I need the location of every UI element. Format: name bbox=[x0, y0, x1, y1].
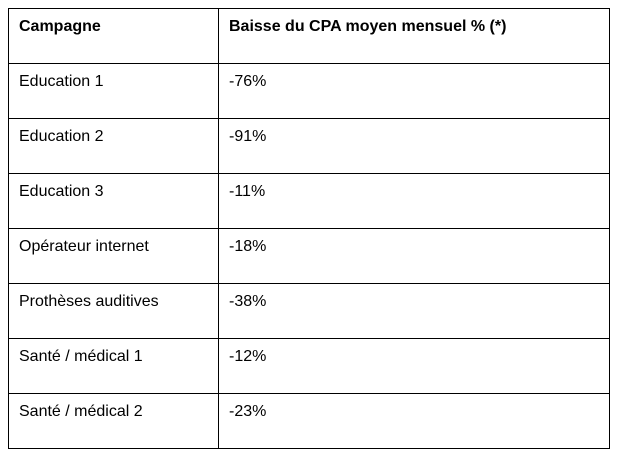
table-row bbox=[9, 339, 610, 394]
cpa-decrease-cell: -23% bbox=[219, 394, 610, 449]
campaign-cell: Prothèses auditives bbox=[9, 284, 219, 339]
table-row bbox=[9, 119, 610, 174]
table-row bbox=[9, 394, 610, 449]
campaign-cell: Education 1 bbox=[9, 64, 219, 119]
table-row bbox=[9, 64, 610, 119]
cpa-decrease-cell: -12% bbox=[219, 339, 610, 394]
campaign-cell: Santé / médical 2 bbox=[9, 394, 219, 449]
campaign-cell: Education 3 bbox=[9, 174, 219, 229]
cpa-decrease-cell: -38% bbox=[219, 284, 610, 339]
cpa-decrease-cell: -18% bbox=[219, 229, 610, 284]
cpa-decrease-cell: -11% bbox=[219, 174, 610, 229]
header-campaign: Campagne bbox=[9, 9, 219, 64]
campaign-cell: Education 2 bbox=[9, 119, 219, 174]
header-cpa-decrease: Baisse du CPA moyen mensuel % (*) bbox=[219, 9, 610, 64]
table-row bbox=[9, 174, 610, 229]
cpa-decrease-cell: -91% bbox=[219, 119, 610, 174]
table-row bbox=[9, 229, 610, 284]
campaign-cell: Santé / médical 1 bbox=[9, 339, 219, 394]
table-row bbox=[9, 284, 610, 339]
cpa-table bbox=[8, 8, 610, 449]
campaign-cell: Opérateur internet bbox=[9, 229, 219, 284]
cpa-decrease-cell: -76% bbox=[219, 64, 610, 119]
table-header-row bbox=[9, 9, 610, 64]
